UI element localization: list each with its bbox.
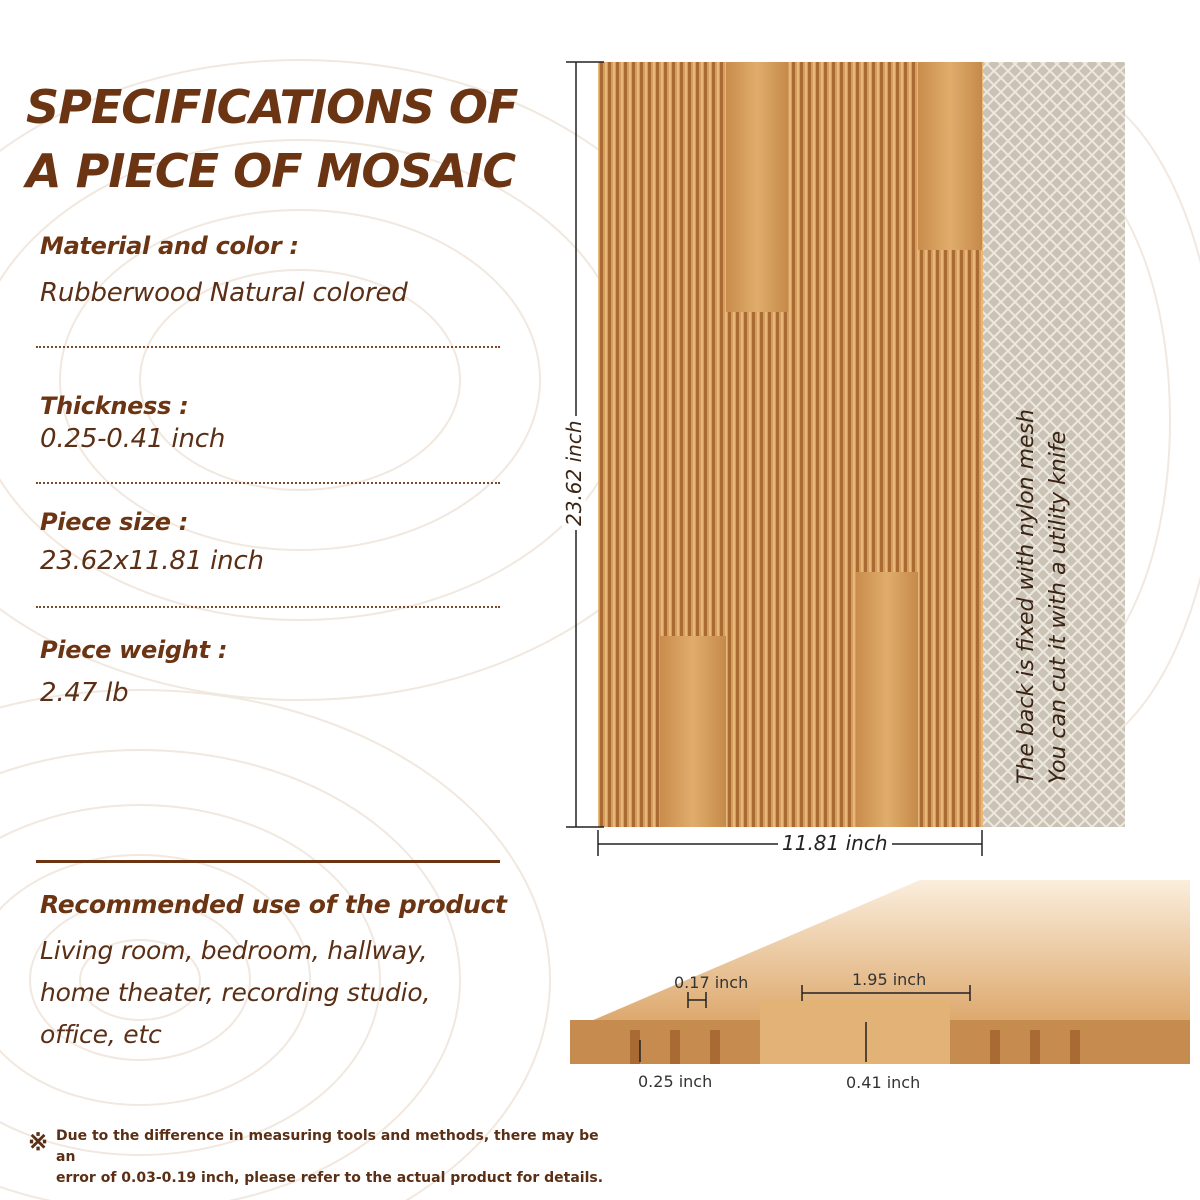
- flat-plank: [660, 636, 726, 827]
- thin-thickness-label: 0.25 inch: [638, 1072, 713, 1091]
- disclaimer-line-2: error of 0.03-0.19 inch, please refer to the actual product for details.: [56, 1170, 604, 1186]
- section-rule: [36, 860, 500, 863]
- disclaimer-note: [56, 1126, 616, 1189]
- spec-value-thickness: 0.25-0.41 inch: [40, 424, 226, 454]
- flat-plank: [918, 62, 982, 250]
- divider: [36, 482, 500, 484]
- spec-label-weight: Piece weight :: [40, 636, 228, 664]
- flat-plank: [726, 62, 788, 312]
- mesh-note-line-2: You can cut it with a utility knife: [1046, 430, 1071, 784]
- note-symbol-icon: ※: [28, 1129, 49, 1156]
- recommended-use-line-2: home theater, recording studio,: [40, 978, 431, 1007]
- recommended-use-line-1: Living room, bedroom, hallway,: [40, 936, 428, 965]
- spec-value-material: Rubberwood Natural colored: [40, 278, 408, 308]
- recommended-use-line-3: office, etc: [40, 1020, 162, 1049]
- spec-value-weight: 2.47 lb: [40, 678, 129, 708]
- spec-label-piece-size: Piece size :: [40, 508, 189, 536]
- spec-value-piece-size: 23.62x11.81 inch: [40, 546, 264, 576]
- divider: [36, 606, 500, 608]
- mesh-note-line-1: The back is fixed with nylon mesh: [1014, 409, 1039, 784]
- flat-plank: [856, 572, 918, 827]
- thick-thickness-label: 0.41 inch: [846, 1073, 921, 1092]
- panel-height-label: 23.62 inch: [562, 416, 586, 530]
- spec-label-thickness: Thickness :: [40, 392, 189, 420]
- disclaimer-line-1: Due to the difference in measuring tools and methods, there may be an: [56, 1128, 599, 1165]
- page-title-line-2: A PIECE OF MOSAIC: [26, 144, 516, 198]
- groove-width-label: 0.17 inch: [674, 973, 749, 992]
- recommended-use-heading: Recommended use of the product: [40, 890, 507, 919]
- spec-label-material: Material and color :: [40, 232, 299, 260]
- plank-width-label: 1.95 inch: [852, 970, 927, 989]
- page-title-line-1: SPECIFICATIONS OF: [26, 80, 518, 134]
- panel-width-label: 11.81 inch: [778, 831, 892, 855]
- divider: [36, 346, 500, 348]
